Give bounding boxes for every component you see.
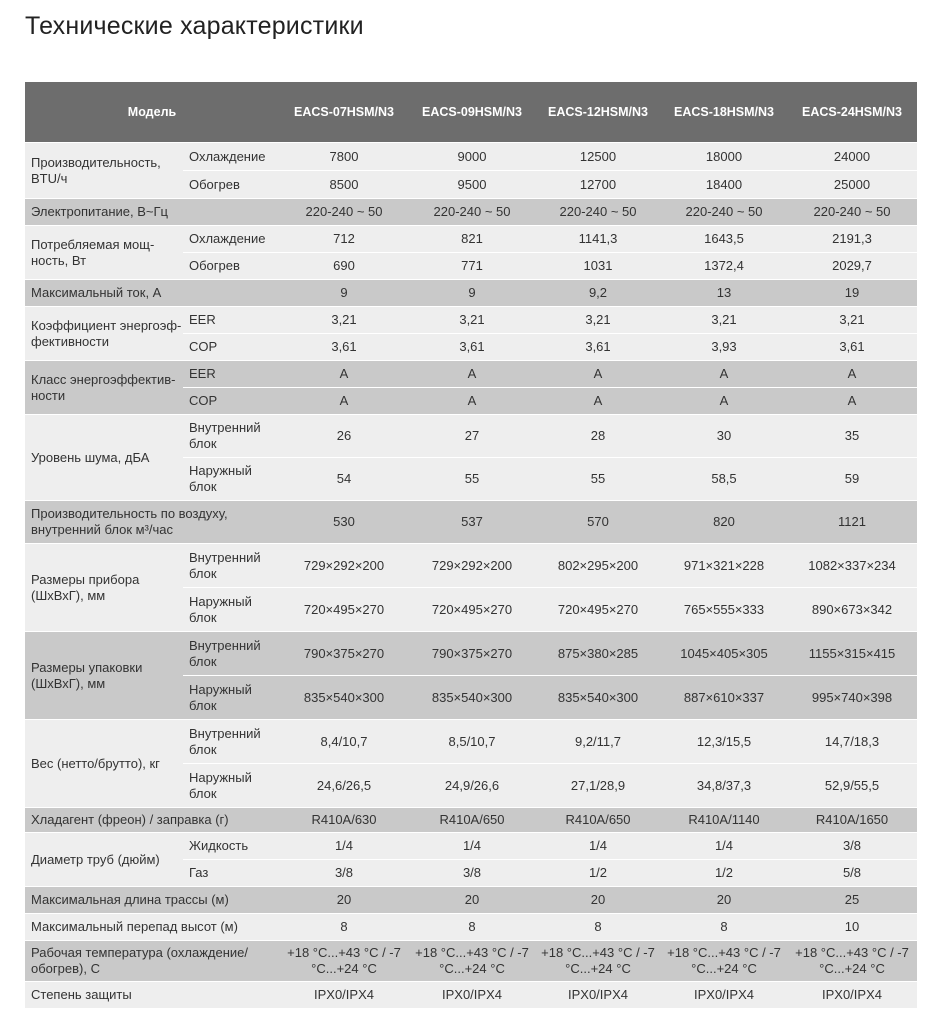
cell: +18 °С...+43 °С / -7 °С...+24 °С [661, 941, 787, 982]
cell: 26 [279, 415, 409, 458]
cell: 9000 [409, 143, 535, 171]
cell: 1/2 [535, 860, 661, 887]
cell: 14,7/18,3 [787, 720, 917, 764]
row-label: Размеры прибора (ШхВхГ), мм [25, 544, 183, 632]
cell: 790×375×270 [409, 632, 535, 676]
cell: 771 [409, 253, 535, 280]
sub-label: Внутренний блок [183, 632, 279, 676]
cell: 3,61 [787, 334, 917, 361]
row-label: Коэффициент энергоэф-фективности [25, 307, 183, 361]
cell: 530 [279, 501, 409, 544]
cell: 20 [661, 887, 787, 914]
cell: R410A/650 [535, 808, 661, 833]
row-label: Уровень шума, дБА [25, 415, 183, 501]
cell: 3,21 [535, 307, 661, 334]
cell: 729×292×200 [279, 544, 409, 588]
row-group-pipe-diameter [25, 833, 917, 887]
cell: 9,2 [535, 280, 661, 307]
header-row [25, 82, 917, 143]
cell: 8 [535, 914, 661, 941]
cell: 1/2 [661, 860, 787, 887]
row-group-airflow [25, 501, 917, 544]
cell: 720×495×270 [279, 588, 409, 632]
cell: 12500 [535, 143, 661, 171]
cell: 220-240 ~ 50 [535, 199, 661, 226]
cell: 20 [535, 887, 661, 914]
cell: 18400 [661, 171, 787, 199]
row-group-weight [25, 720, 917, 808]
table-row [25, 914, 917, 941]
cell: 1141,3 [535, 226, 661, 253]
spec-table [25, 82, 917, 1009]
table-row [25, 307, 917, 334]
cell: 12,3/15,5 [661, 720, 787, 764]
table-row [25, 199, 917, 226]
cell: 220-240 ~ 50 [661, 199, 787, 226]
cell: 55 [409, 458, 535, 501]
cell: A [535, 388, 661, 415]
cell: 835×540×300 [409, 676, 535, 720]
cell: 971×321×228 [661, 544, 787, 588]
sub-label: Наружный блок [183, 676, 279, 720]
model-name: EACS-07HSM/N3 [279, 82, 409, 143]
sub-label: Наружный блок [183, 588, 279, 632]
cell: 8 [409, 914, 535, 941]
cell: 3,21 [279, 307, 409, 334]
cell: 1155×315×415 [787, 632, 917, 676]
cell: 3,21 [787, 307, 917, 334]
cell: +18 °С...+43 °С / -7 °С...+24 °С [409, 941, 535, 982]
row-label: Электропитание, В~Гц [25, 199, 279, 226]
model-name: EACS-24HSM/N3 [787, 82, 917, 143]
row-label: Максимальная длина трассы (м) [25, 887, 279, 914]
cell: 27,1/28,9 [535, 764, 661, 808]
cell: 220-240 ~ 50 [787, 199, 917, 226]
page-title: Технические характеристики [25, 12, 364, 40]
cell: A [535, 361, 661, 388]
cell: 3/8 [409, 860, 535, 887]
row-group-refrigerant [25, 808, 917, 833]
cell: 18000 [661, 143, 787, 171]
cell: 820 [661, 501, 787, 544]
cell: 875×380×285 [535, 632, 661, 676]
row-label: Максимальный ток, А [25, 280, 279, 307]
cell: 729×292×200 [409, 544, 535, 588]
cell: 1/4 [409, 833, 535, 860]
row-label: Производительность по воздуху, внутренний блок м³/час [25, 501, 279, 544]
table-row [25, 280, 917, 307]
sub-label: Внутренний блок [183, 720, 279, 764]
cell: 995×740×398 [787, 676, 917, 720]
cell: 1643,5 [661, 226, 787, 253]
row-group-max-length [25, 887, 917, 914]
row-group-dimensions [25, 544, 917, 632]
cell: R410A/630 [279, 808, 409, 833]
sub-label: EER [183, 361, 279, 388]
cell: 24,9/26,6 [409, 764, 535, 808]
cell: 8,4/10,7 [279, 720, 409, 764]
cell: 19 [787, 280, 917, 307]
cell: 1045×405×305 [661, 632, 787, 676]
cell: 2029,7 [787, 253, 917, 280]
cell: 25 [787, 887, 917, 914]
cell: IPX0/IPX4 [409, 982, 535, 1009]
cell: 3,21 [409, 307, 535, 334]
sub-label: Внутренний блок [183, 415, 279, 458]
row-group-noise [25, 415, 917, 501]
cell: 24,6/26,5 [279, 764, 409, 808]
cell: +18 °С...+43 °С / -7 °С...+24 °С [787, 941, 917, 982]
cell: A [409, 361, 535, 388]
sub-label: Обогрев [183, 253, 279, 280]
cell: 712 [279, 226, 409, 253]
cell: 3,61 [535, 334, 661, 361]
row-group-max-current [25, 280, 917, 307]
row-label: Вес (нетто/брутто), кг [25, 720, 183, 808]
row-label: Класс энергоэффектив-ности [25, 361, 183, 415]
cell: A [787, 361, 917, 388]
cell: 8,5/10,7 [409, 720, 535, 764]
row-group-max-height [25, 914, 917, 941]
sub-label: Обогрев [183, 171, 279, 199]
cell: 835×540×300 [279, 676, 409, 720]
cell: IPX0/IPX4 [661, 982, 787, 1009]
cell: 821 [409, 226, 535, 253]
cell: 9 [279, 280, 409, 307]
cell: 720×495×270 [409, 588, 535, 632]
cell: 790×375×270 [279, 632, 409, 676]
row-group-protection [25, 982, 917, 1009]
row-group-efficiency [25, 307, 917, 361]
cell: 1121 [787, 501, 917, 544]
cell: 220-240 ~ 50 [409, 199, 535, 226]
row-label: Максимальный перепад высот (м) [25, 914, 279, 941]
table-row [25, 226, 917, 253]
cell: 3,61 [409, 334, 535, 361]
cell: R410A/1140 [661, 808, 787, 833]
sub-label: Внутренний блок [183, 544, 279, 588]
row-label: Потребляемая мощ-ность, Вт [25, 226, 183, 280]
cell: 3/8 [279, 860, 409, 887]
cell: 690 [279, 253, 409, 280]
cell: +18 °С...+43 °С / -7 °С...+24 °С [535, 941, 661, 982]
cell: 24000 [787, 143, 917, 171]
row-label: Производительность, BTU/ч [25, 143, 183, 199]
sub-label: COP [183, 334, 279, 361]
row-group-operating-temp [25, 941, 917, 982]
cell: 1082×337×234 [787, 544, 917, 588]
cell: +18 °С...+43 °С / -7 °С...+24 °С [279, 941, 409, 982]
cell: 55 [535, 458, 661, 501]
cell: IPX0/IPX4 [535, 982, 661, 1009]
cell: 765×555×333 [661, 588, 787, 632]
row-label: Размеры упаковки (ШхВхГ), мм [25, 632, 183, 720]
cell: 54 [279, 458, 409, 501]
model-name: EACS-18HSM/N3 [661, 82, 787, 143]
table-row [25, 720, 917, 764]
cell: 5/8 [787, 860, 917, 887]
table-row [25, 833, 917, 860]
table-row [25, 361, 917, 388]
cell: IPX0/IPX4 [787, 982, 917, 1009]
cell: 25000 [787, 171, 917, 199]
cell: 1031 [535, 253, 661, 280]
sub-label: Охлаждение [183, 143, 279, 171]
row-group-energy-class [25, 361, 917, 415]
cell: 3,93 [661, 334, 787, 361]
cell: A [661, 388, 787, 415]
cell: 27 [409, 415, 535, 458]
cell: 20 [279, 887, 409, 914]
cell: 12700 [535, 171, 661, 199]
sub-label: Жидкость [183, 833, 279, 860]
table-row [25, 632, 917, 676]
row-group-power-consumption [25, 226, 917, 280]
model-header: Модель [25, 82, 279, 143]
cell: 20 [409, 887, 535, 914]
row-label: Диаметр труб (дюйм) [25, 833, 183, 887]
cell: 2191,3 [787, 226, 917, 253]
table-row [25, 415, 917, 458]
cell: 9500 [409, 171, 535, 199]
cell: R410A/650 [409, 808, 535, 833]
cell: 9 [409, 280, 535, 307]
cell: R410A/1650 [787, 808, 917, 833]
row-label: Рабочая температура (охлаждение/обогрев), С [25, 941, 279, 982]
cell: 3,21 [661, 307, 787, 334]
row-label: Степень защиты [25, 982, 279, 1009]
cell: 34,8/37,3 [661, 764, 787, 808]
cell: 1/4 [279, 833, 409, 860]
cell: A [409, 388, 535, 415]
cell: 35 [787, 415, 917, 458]
cell: 52,9/55,5 [787, 764, 917, 808]
cell: 220-240 ~ 50 [279, 199, 409, 226]
cell: 1372,4 [661, 253, 787, 280]
cell: A [279, 388, 409, 415]
model-name: EACS-12HSM/N3 [535, 82, 661, 143]
cell: 887×610×337 [661, 676, 787, 720]
table-row [25, 808, 917, 833]
cell: 3/8 [787, 833, 917, 860]
cell: A [661, 361, 787, 388]
cell: 570 [535, 501, 661, 544]
cell: 802×295×200 [535, 544, 661, 588]
table-row [25, 501, 917, 544]
table-row [25, 887, 917, 914]
row-group-package [25, 632, 917, 720]
cell: 8500 [279, 171, 409, 199]
sub-label: EER [183, 307, 279, 334]
sub-label: Наружный блок [183, 458, 279, 501]
cell: 720×495×270 [535, 588, 661, 632]
sub-label: Охлаждение [183, 226, 279, 253]
cell: 28 [535, 415, 661, 458]
cell: IPX0/IPX4 [279, 982, 409, 1009]
cell: 537 [409, 501, 535, 544]
cell: 835×540×300 [535, 676, 661, 720]
sub-label: Газ [183, 860, 279, 887]
sub-label: COP [183, 388, 279, 415]
row-group-capacity [25, 143, 917, 199]
cell: 10 [787, 914, 917, 941]
cell: 8 [661, 914, 787, 941]
row-label: Хладагент (фреон) / заправка (г) [25, 808, 279, 833]
cell: 8 [279, 914, 409, 941]
model-name: EACS-09HSM/N3 [409, 82, 535, 143]
cell: 1/4 [661, 833, 787, 860]
row-group-power-supply [25, 199, 917, 226]
table-row [25, 982, 917, 1009]
cell: 3,61 [279, 334, 409, 361]
cell: 9,2/11,7 [535, 720, 661, 764]
cell: 59 [787, 458, 917, 501]
cell: A [279, 361, 409, 388]
cell: 7800 [279, 143, 409, 171]
cell: 58,5 [661, 458, 787, 501]
cell: 30 [661, 415, 787, 458]
cell: 1/4 [535, 833, 661, 860]
sub-label: Наружный блок [183, 764, 279, 808]
table-row [25, 143, 917, 171]
cell: 13 [661, 280, 787, 307]
cell: A [787, 388, 917, 415]
cell: 890×673×342 [787, 588, 917, 632]
table-row [25, 544, 917, 588]
table-row [25, 941, 917, 982]
